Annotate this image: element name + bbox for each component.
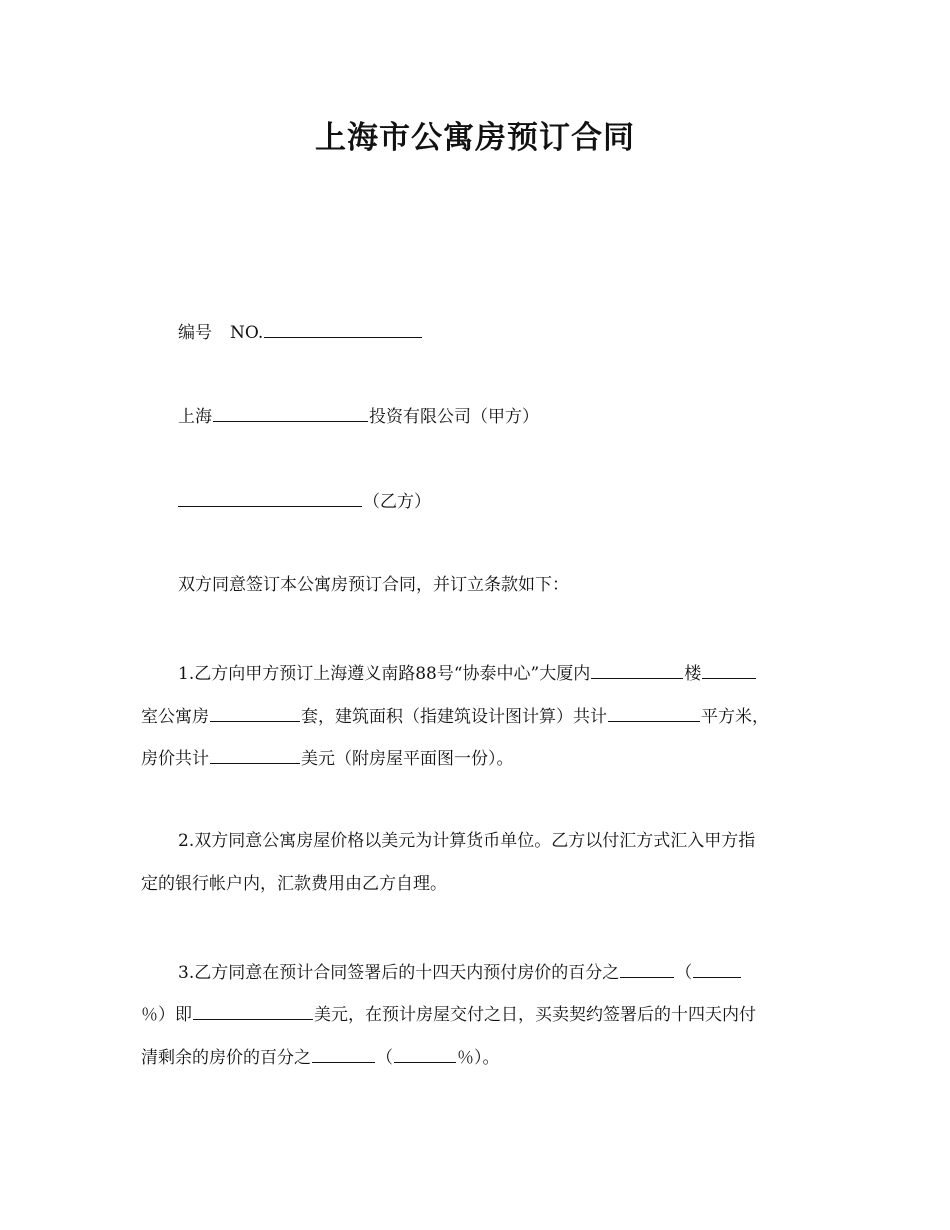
number-prefix: NO. <box>230 323 264 343</box>
party-b-name-blank[interactable] <box>178 489 362 507</box>
clause-2-line-2: 定的银行帐户内，汇款费用由乙方自理。 <box>141 874 447 894</box>
party-a-prefix: 上海 <box>178 407 212 427</box>
building-blank[interactable] <box>591 661 683 679</box>
intro-text: 双方同意签订本公寓房预订合同，并订立条款如下： <box>178 575 569 595</box>
area-unit: 平方米， <box>701 707 769 727</box>
party-a-suffix: 投资有限公司（甲方） <box>369 407 539 427</box>
room-label: 室公寓房 <box>141 707 209 727</box>
clause-1-text: 1.乙方向甲方预订上海遵义南路88号“协泰中心”大厦内 <box>178 664 591 684</box>
number-blank[interactable] <box>264 320 422 338</box>
floor-blank[interactable] <box>702 661 756 679</box>
prepay-amount-blank[interactable] <box>193 1002 313 1020</box>
remaining-percent-blank[interactable] <box>312 1045 375 1063</box>
open-paren: （ <box>675 963 693 983</box>
clause-1-line-1 <box>178 661 757 684</box>
floor-label: 楼 <box>684 664 702 684</box>
clause-3-line-3 <box>141 1045 500 1068</box>
party-b-line <box>178 489 431 512</box>
clause-1-line-3 <box>141 746 514 769</box>
contract-title: 上海市公寓房预订合同 <box>315 120 635 156</box>
prepay-percent-blank[interactable] <box>620 960 674 978</box>
prepay-percent-words-blank[interactable] <box>693 960 741 978</box>
price-blank[interactable] <box>210 746 300 764</box>
percent-close-2: ％）。 <box>457 1048 500 1068</box>
remaining-percent-words-blank[interactable] <box>394 1045 456 1063</box>
remaining-label: 清剩余的房价的百分之 <box>141 1048 311 1068</box>
party-b-suffix: （乙方） <box>363 492 431 512</box>
party-a-name-blank[interactable] <box>213 404 368 422</box>
clause-3-line-2 <box>141 1002 756 1025</box>
area-blank[interactable] <box>608 704 700 722</box>
contract-number-line <box>178 320 423 343</box>
prepay-unit: 美元，在预计房屋交付之日，买卖契约签署后的十四天内付 <box>314 1005 756 1025</box>
area-label: 套，建筑面积（指建筑设计图计算）共计 <box>301 707 607 727</box>
party-a-line <box>178 404 539 427</box>
price-unit: 美元（附房屋平面图一份）。 <box>301 749 514 769</box>
clause-3-line-1 <box>178 960 742 983</box>
clause-2-line-1: 2.双方同意公寓房屋价格以美元为计算货币单位。乙方以付汇方式汇入甲方指 <box>178 831 756 851</box>
price-label: 房价共计 <box>141 749 209 769</box>
number-label: 编号 <box>178 323 212 343</box>
prepay-label: 3.乙方同意在预计合同签署后的十四天内预付房价的百分之 <box>178 963 620 983</box>
open-paren-2: （ <box>376 1048 393 1068</box>
percent-close: ％）即 <box>141 1005 192 1025</box>
room-blank[interactable] <box>210 704 300 722</box>
clause-1-line-2 <box>141 704 769 727</box>
